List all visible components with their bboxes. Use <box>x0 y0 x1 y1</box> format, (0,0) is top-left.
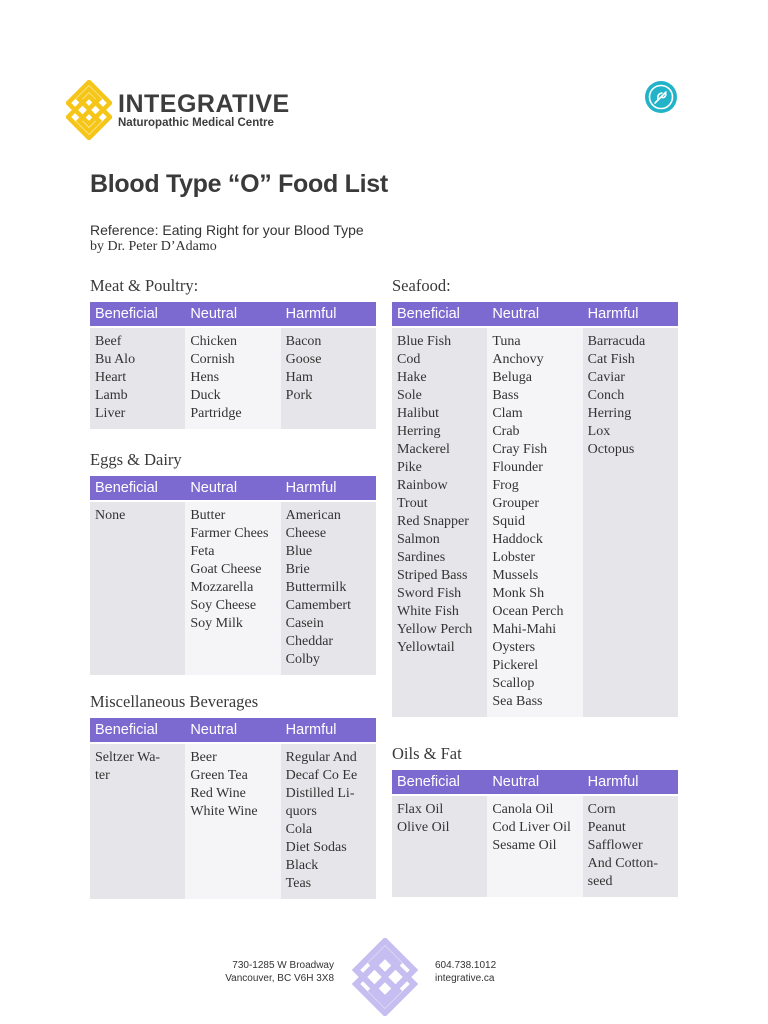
food-item: Seltzer Wa- <box>95 750 161 765</box>
logo-name: INTEGRATIVE <box>118 89 290 118</box>
food-item: Peanut <box>587 820 626 835</box>
header-harmful: Harmful <box>281 476 376 502</box>
beneficial-column <box>90 328 185 429</box>
food-item: Conch <box>587 388 625 403</box>
food-item: Anchovy <box>492 352 544 367</box>
food-item: Brie <box>285 562 310 577</box>
food-item: Mussels <box>492 568 539 583</box>
food-item: Beef <box>95 334 122 349</box>
section-eggs-dairy <box>90 450 376 675</box>
address-line-1: 730-1285 W Broadway <box>232 960 334 971</box>
beneficial-column <box>392 328 487 717</box>
food-item: Striped Bass <box>397 568 468 583</box>
section-title: Miscellaneous Beverages <box>90 692 259 711</box>
harmful-column <box>281 502 376 675</box>
food-item: Cray Fish <box>492 442 548 457</box>
food-item: Frog <box>492 478 519 493</box>
food-item: Soy Cheese <box>190 598 257 613</box>
reference-line: Reference: Eating Right for your Blood Type <box>90 222 364 238</box>
food-item: Chicken <box>190 334 237 349</box>
food-item: Mozzarella <box>190 580 254 595</box>
section-meat-poultry <box>90 276 376 429</box>
neutral-column <box>185 744 280 899</box>
food-item: Hens <box>190 370 220 385</box>
section-title: Meat & Poultry: <box>90 276 199 295</box>
leaf-badge-icon <box>644 80 678 114</box>
food-item: Sardines <box>397 550 446 565</box>
food-item: Green Tea <box>190 768 248 783</box>
food-item: ter <box>95 768 110 783</box>
header-beneficial: Beneficial <box>90 718 185 744</box>
food-item: Butter <box>190 508 226 523</box>
food-item: Clam <box>492 406 523 421</box>
food-item: White Wine <box>190 804 258 819</box>
neutral-column <box>185 502 280 675</box>
food-item: Blue Fish <box>397 334 452 349</box>
food-item: Yellowtail <box>397 640 455 655</box>
food-item: Lobster <box>492 550 536 565</box>
food-item: Beluga <box>492 370 532 385</box>
food-item: Haddock <box>492 532 543 547</box>
food-item: Oysters <box>492 640 536 655</box>
food-item: Caviar <box>587 370 625 385</box>
food-item: Cornish <box>190 352 235 367</box>
header-harmful: Harmful <box>583 302 678 328</box>
beneficial-column <box>90 744 185 899</box>
food-item: Salmon <box>397 532 440 547</box>
section-title: Seafood: <box>392 276 451 295</box>
food-item: Red Snapper <box>397 514 469 529</box>
food-item: Olive Oil <box>397 820 450 835</box>
food-item: Liver <box>95 406 126 421</box>
food-item: Pike <box>397 460 422 475</box>
header-beneficial: Beneficial <box>90 476 185 502</box>
food-item: Bass <box>492 388 519 403</box>
knot-footer-icon <box>352 938 418 1016</box>
address-line-2: Vancouver, BC V6H 3X8 <box>225 973 334 984</box>
food-item: Cola <box>285 822 313 837</box>
food-item: Bu Alo <box>95 352 136 367</box>
food-item: Trout <box>397 496 428 511</box>
food-item: Goose <box>285 352 322 367</box>
header-beneficial: Beneficial <box>392 770 487 796</box>
food-item: Rainbow <box>397 478 448 493</box>
food-item: Diet Sodas <box>285 840 347 855</box>
header-neutral: Neutral <box>185 718 280 744</box>
food-item: Black <box>285 858 319 873</box>
header-beneficial: Beneficial <box>90 302 185 328</box>
food-item: Sole <box>397 388 422 403</box>
neutral-column <box>185 328 280 429</box>
food-item: Goat Cheese <box>190 562 262 577</box>
food-item: Safflower <box>587 838 643 853</box>
food-item: Pork <box>285 388 313 403</box>
header-neutral: Neutral <box>185 476 280 502</box>
header-harmful: Harmful <box>583 770 678 796</box>
food-item: Cod Liver Oil <box>492 820 571 835</box>
food-item: Soy Milk <box>190 616 243 631</box>
food-item: Cheddar <box>285 634 334 649</box>
food-item: Corn <box>587 802 616 817</box>
harmful-column <box>281 744 376 899</box>
food-item: Cheese <box>285 526 327 541</box>
food-item: Hake <box>397 370 427 385</box>
food-item: Heart <box>95 370 127 385</box>
food-item: Halibut <box>397 406 439 421</box>
food-item: American <box>285 508 341 523</box>
food-item: Monk Sh <box>492 586 545 601</box>
food-item: Sea Bass <box>492 694 543 709</box>
food-item: Scallop <box>492 676 535 691</box>
footer-contact <box>435 959 496 985</box>
harmful-column <box>281 328 376 429</box>
food-item: seed <box>587 874 613 889</box>
food-item: Farmer Chees <box>190 526 269 541</box>
section-title: Oils & Fat <box>392 744 462 763</box>
logo <box>66 80 290 140</box>
food-item: Duck <box>190 388 221 403</box>
harmful-column <box>583 796 678 897</box>
food-item: Casein <box>285 616 324 631</box>
food-item: Regular And <box>285 750 357 765</box>
food-item: Cat Fish <box>587 352 635 367</box>
food-item: Flax Oil <box>397 802 444 817</box>
reference-author: by Dr. Peter D’Adamo <box>90 239 217 254</box>
food-table-seafood <box>392 302 678 717</box>
knot-logo-icon <box>66 80 112 140</box>
food-item: Cod <box>397 352 421 367</box>
food-item: Mahi-Mahi <box>492 622 557 637</box>
header-harmful: Harmful <box>281 718 376 744</box>
food-item: Flounder <box>492 460 543 475</box>
section-beverages <box>90 692 376 899</box>
header-neutral: Neutral <box>487 302 582 328</box>
page-title: Blood Type “O” Food List <box>90 170 388 198</box>
food-item: Colby <box>285 652 320 667</box>
food-item: Camembert <box>285 598 351 613</box>
food-item: Teas <box>285 876 312 891</box>
food-item: Crab <box>492 424 520 439</box>
footer-address <box>225 959 334 985</box>
food-item: White Fish <box>397 604 459 619</box>
food-table-eggs <box>90 476 376 675</box>
neutral-column <box>487 796 582 897</box>
beneficial-column <box>392 796 487 897</box>
food-item: Beer <box>190 750 217 765</box>
food-item: Herring <box>397 424 441 439</box>
food-item: Herring <box>587 406 632 421</box>
food-item: Pickerel <box>492 658 539 673</box>
section-seafood <box>392 276 678 717</box>
header-beneficial: Beneficial <box>392 302 487 328</box>
food-table-meat <box>90 302 376 429</box>
section-title: Eggs & Dairy <box>90 450 182 469</box>
food-item: Blue <box>285 544 313 559</box>
food-item: Bacon <box>285 334 322 349</box>
food-item: Distilled Li- <box>285 786 355 801</box>
food-item: Squid <box>492 514 526 529</box>
food-item: Decaf Co Ee <box>285 768 358 783</box>
food-item: None <box>95 508 126 523</box>
food-item: Octopus <box>587 442 635 457</box>
food-item: Mackerel <box>397 442 450 457</box>
website-link[interactable]: integrative.ca <box>435 973 495 984</box>
food-item: Buttermilk <box>285 580 347 595</box>
food-item: Sword Fish <box>397 586 462 601</box>
food-item: Yellow Perch <box>397 622 473 637</box>
section-oils-fat <box>392 744 678 897</box>
food-item: Red Wine <box>190 786 246 801</box>
food-item: Grouper <box>492 496 539 511</box>
food-item: Feta <box>190 544 215 559</box>
food-item: Canola Oil <box>492 802 554 817</box>
harmful-column <box>583 328 678 717</box>
phone-number: 604.738.1012 <box>435 960 497 971</box>
food-table-oils <box>392 770 678 897</box>
food-item: Ocean Perch <box>492 604 564 619</box>
food-item: Lox <box>587 424 611 439</box>
food-item: Lamb <box>95 388 128 403</box>
food-item: Barracuda <box>587 334 646 349</box>
food-item: Partridge <box>190 406 242 421</box>
neutral-column <box>487 328 582 717</box>
food-table-beverages <box>90 718 376 899</box>
header-harmful: Harmful <box>281 302 376 328</box>
food-item: Tuna <box>492 334 521 349</box>
logo-subtitle: Naturopathic Medical Centre <box>118 116 274 129</box>
food-item: And Cotton- <box>587 856 659 871</box>
header-neutral: Neutral <box>487 770 582 796</box>
beneficial-column <box>90 502 185 675</box>
header-neutral: Neutral <box>185 302 280 328</box>
food-item: Ham <box>285 370 313 385</box>
food-item: quors <box>285 804 317 819</box>
food-item: Sesame Oil <box>492 838 557 853</box>
